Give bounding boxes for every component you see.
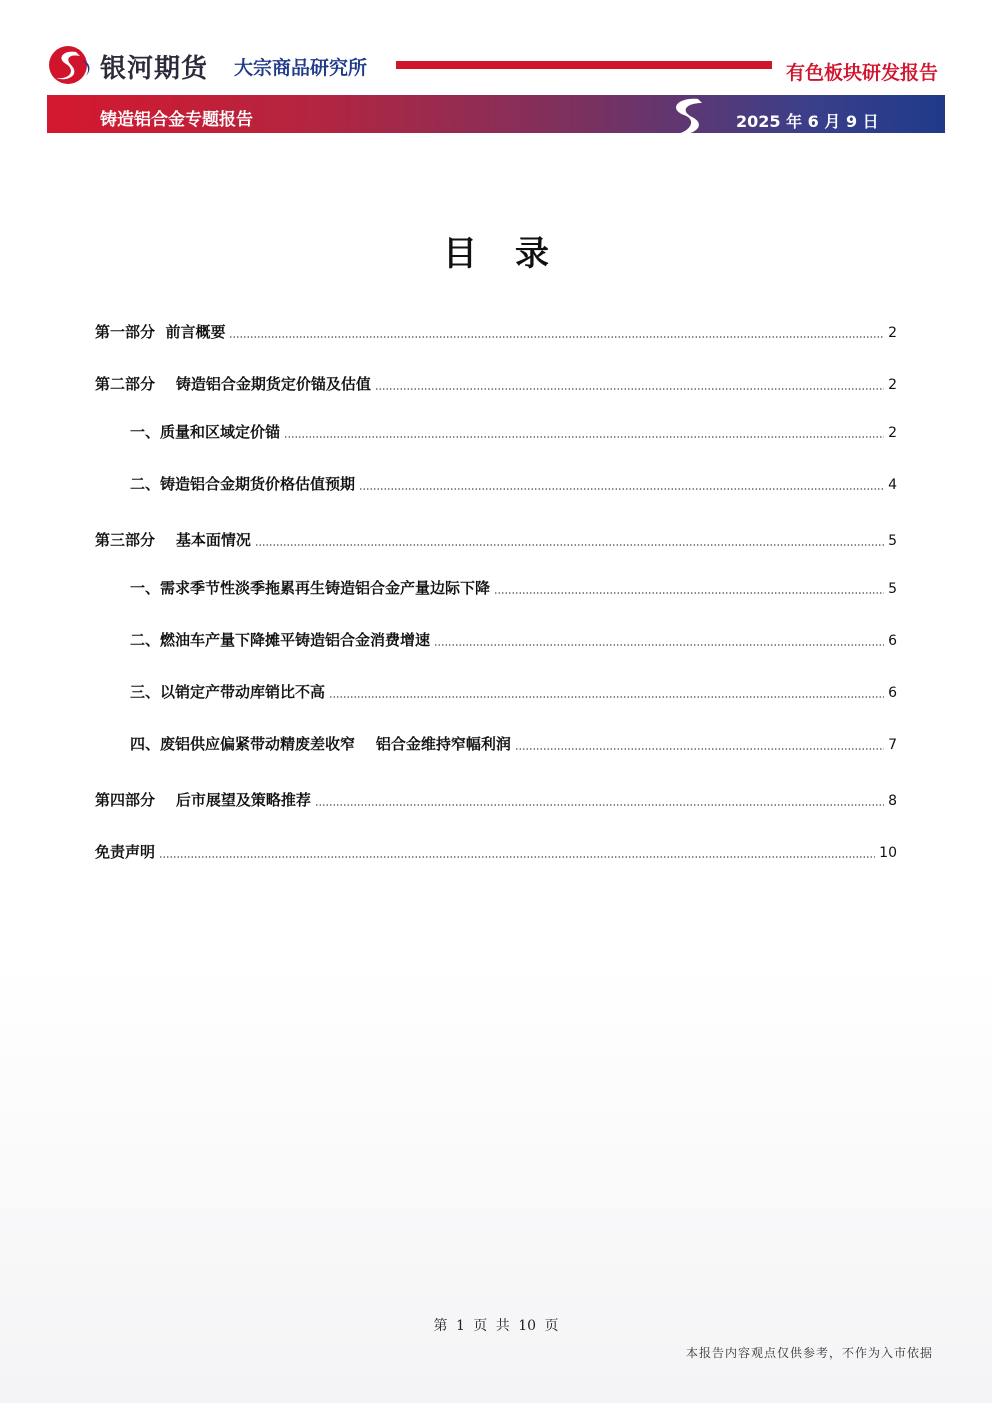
toc-entry-page: 5 — [888, 581, 897, 597]
toc-entry[interactable] — [95, 321, 897, 345]
toc-entry-label: 二、铸造铝合金期货价格估值预期 — [130, 475, 356, 493]
toc-entry[interactable] — [130, 681, 897, 705]
toc-entry[interactable] — [130, 473, 897, 497]
page-title: 目录 — [443, 234, 587, 274]
toc-entry-page: 2 — [888, 325, 897, 341]
toc-entry[interactable] — [95, 529, 897, 553]
brand-name: 银河期货 — [100, 54, 209, 84]
toc-entry-page: 2 — [888, 377, 897, 393]
toc-entry[interactable] — [130, 421, 897, 445]
toc-entry[interactable] — [130, 733, 897, 757]
toc-leader-dots — [159, 856, 875, 858]
toc-entry[interactable] — [130, 629, 897, 653]
toc-entry[interactable] — [130, 577, 897, 601]
toc-leader-dots — [315, 804, 884, 806]
toc-entry[interactable] — [95, 789, 897, 813]
toc-entry-label: 第二部分 铸造铝合金期货定价锚及估值 — [95, 375, 371, 393]
toc-leader-dots — [434, 644, 884, 646]
toc-entry-page: 4 — [888, 477, 897, 493]
toc-entry-page: 5 — [888, 533, 897, 549]
toc-leader-dots — [329, 696, 884, 698]
toc-entry-label: 第三部分 基本面情况 — [95, 531, 251, 549]
header-rule — [396, 61, 772, 69]
toc-entry-label: 二、燃油车产量下降摊平铸造铝合金消费增速 — [130, 631, 431, 649]
report-type: 铸造铝合金专题报告 — [100, 110, 253, 130]
toc-entry-label: 四、废铝供应偏紧带动精废差收窄 铝合金维持窄幅利润 — [130, 735, 511, 753]
page-background — [0, 960, 992, 1403]
page-number: 第 1 页 共 10 页 — [433, 1318, 559, 1334]
toc-leader-dots — [255, 544, 884, 546]
toc-leader-dots — [515, 748, 884, 750]
toc-entry-page: 7 — [888, 737, 897, 753]
report-sector: 有色板块研发报告 — [786, 62, 939, 84]
toc-leader-dots — [375, 388, 884, 390]
toc-entry-label: 第一部分 前言概要 — [95, 323, 226, 341]
toc-entry-page: 10 — [879, 845, 897, 861]
report-date: 2025 年 6 月 9 日 — [736, 112, 879, 131]
toc-leader-dots — [284, 436, 884, 438]
toc-entry-page: 2 — [888, 425, 897, 441]
toc-leader-dots — [229, 336, 884, 338]
toc-entry-page: 8 — [888, 793, 897, 809]
toc-entry-label: 一、需求季节性淡季拖累再生铸造铝合金产量边际下降 — [130, 579, 491, 597]
footer-disclaimer: 本报告内容观点仅供参考，不作为入市依据 — [686, 1346, 934, 1360]
galaxy-logo-icon — [46, 44, 94, 86]
toc-entry[interactable] — [95, 841, 897, 865]
toc-leader-dots — [494, 592, 884, 594]
toc-entry[interactable] — [95, 373, 897, 397]
toc-entry-page: 6 — [888, 633, 897, 649]
toc-entry-label: 免责声明 — [95, 843, 156, 861]
toc-entry-label: 一、质量和区域定价锚 — [130, 423, 281, 441]
swoosh-icon — [664, 95, 708, 137]
institute-name: 大宗商品研究所 — [234, 57, 368, 79]
toc-leader-dots — [359, 488, 884, 490]
toc-entry-label: 三、以销定产带动库销比不高 — [130, 683, 326, 701]
toc-entry-label: 第四部分 后市展望及策略推荐 — [95, 791, 311, 809]
toc-entry-page: 6 — [888, 685, 897, 701]
